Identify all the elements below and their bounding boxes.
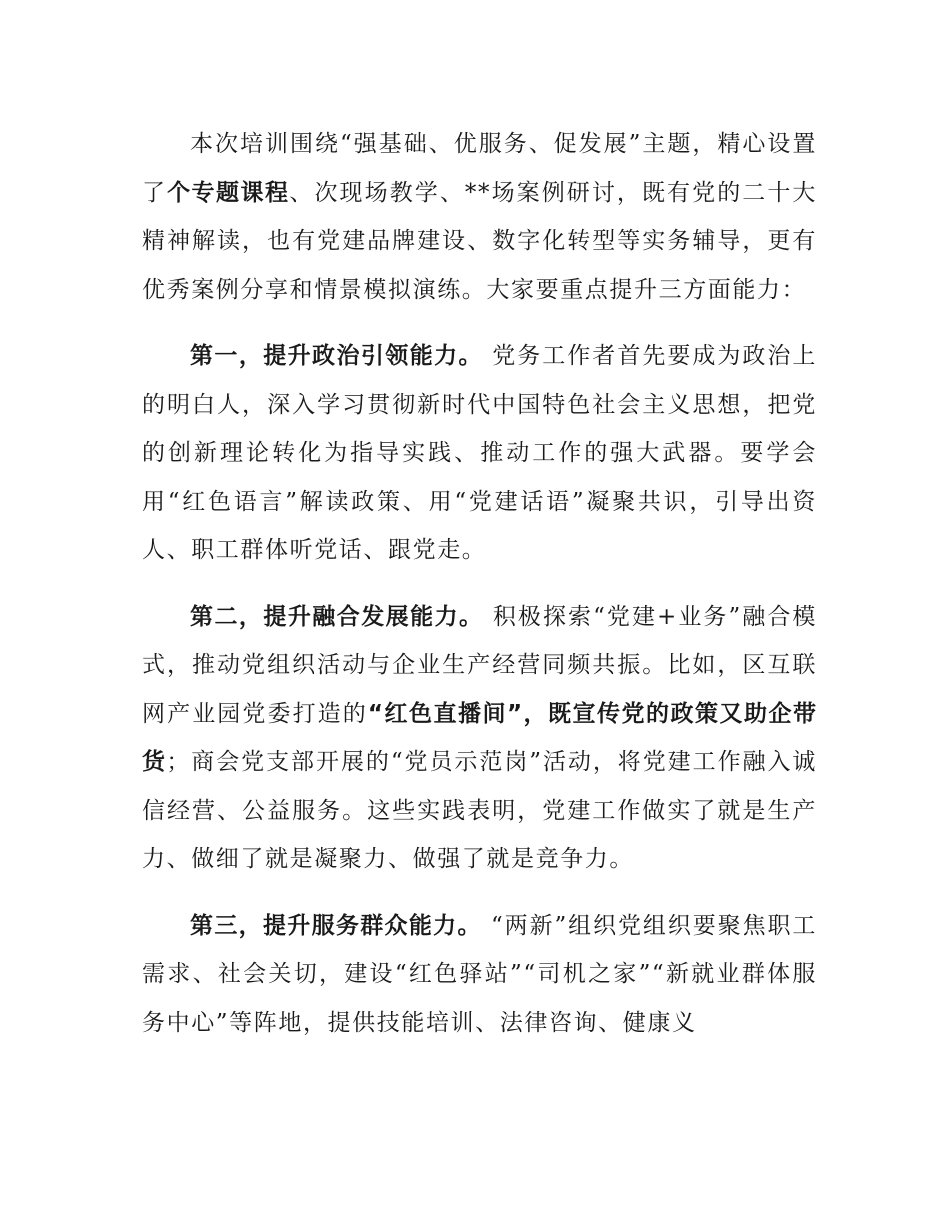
intro-text-1: 本次培训围绕“强基础、优服务、促发展”主题，精心设置了 [142,131,817,206]
integrated-development-text-2: ；商会党支部开展的“党员示范岗”活动，将党建工作融入诚信经营、公益服务。这些实践表明，党建工作做实了就是生产力、做细了就是凝聚力、做强了就是竞争力。 [142,749,817,872]
integrated-development-text-1: 积极探索“党建+业务”融合模式，推动党组织活动与企业生产经营同频共振。比如，区互联网产业园党委打造的 [142,603,818,727]
intro-bold-courses: 个专题课程 [167,179,290,206]
heading-serving-masses: 第三，提升服务群众能力。 [190,912,482,939]
document-body [142,120,817,1047]
paragraph-integrated-development [142,593,817,884]
political-leadership-text: 党务工作者首先要成为政治上的明白人，深入学习贯彻新时代中国特色社会主义思想，把党的创新理论转化为指导实践、推动工作的强大武器。要学会用“红色语言”解读政策、用“党建话语”凝聚共识，引导出资人、职工群体听党话、跟党走。 [142,343,817,563]
serving-masses-text: “两新”组织党组织要聚焦职工需求、社会关切，建设“红色驿站”“司机之家”“新就业群体服务中心”等阵地，提供技能培训、法律咨询、健康义 [142,912,818,1036]
paragraph-political-leadership [142,332,817,575]
heading-political-leadership: 第一，提升政治引领能力。 [190,343,483,369]
intro-text-2: 、次现场教学、**场案例研讨，既有党的二十大精神解读，也有党建品牌建设、数字化转型等实务辅导，更有优秀案例分享和情景模拟演练。大家要重点提升三方面能力： [142,179,817,303]
integrated-development-bold-livestream: “红色直播间”，既宣传党的政策又助企带货 [142,700,817,775]
paragraph-intro [142,120,817,314]
paragraph-serving-masses [142,902,817,1048]
heading-integrated-development: 第二，提升融合发展能力。 [190,603,484,630]
